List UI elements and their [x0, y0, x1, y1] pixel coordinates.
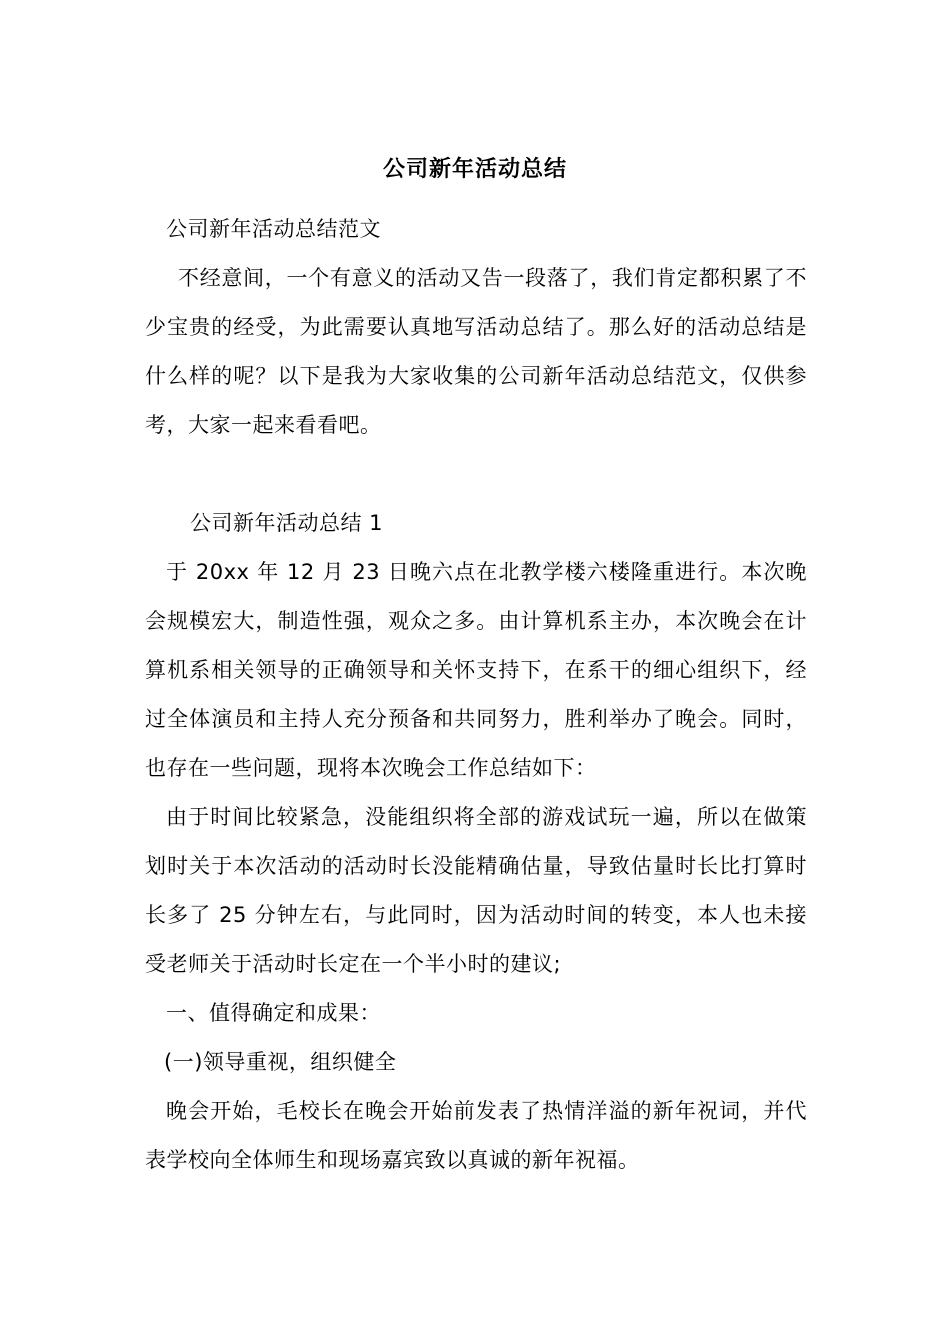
- section-heading: 公司新年活动总结 1: [190, 511, 384, 535]
- body-paragraph-2: 由于时间比较紧急，没能组织将全部的游戏试玩一遍，所以在做策划时关于本次活动的活动时长没能精确估量，导致估量时长比打算时长多了 25 分钟左右，与此同时，因为活动时间的转变，本人也未接受老师关于活动时长定在一个半小时的建议;: [145, 805, 807, 976]
- heading-one: 一、值得确定和成果：: [166, 1001, 381, 1025]
- intro-paragraph: 不经意间，一个有意义的活动又告一段落了，我们肯定都积累了不少宝贵的经受，为此需要认真地写活动总结了。那么好的活动总结是什么样的呢？以下是我为大家收集的公司新年活动总结范文，仅供参考，大家一起来看看吧。: [145, 266, 807, 437]
- heading-sub: (一)领导重视，组织健全: [164, 1050, 397, 1074]
- document-subtitle: 公司新年活动总结范文: [166, 217, 381, 241]
- blank-line: [145, 450, 807, 499]
- document-title: 公司新年活动总结: [382, 157, 567, 182]
- body-paragraph-3: 晚会开始，毛校长在晚会开始前发表了热情洋溢的新年祝词，并代表学校向全体师生和现场嘉宾致以真诚的新年祝福。: [145, 1099, 807, 1172]
- document-body: [145, 205, 807, 1185]
- body-paragraph-1: 于 20xx 年 12 月 23 日晚六点在北教学楼六楼隆重进行。本次晚会规模宏大，制造性强，观众之多。由计算机系主办，本次晚会在计算机系相关领导的正确领导和关怀支持下，在系干的细心组织下，经过全体演员和主持人充分预备和共同努力，胜利举办了晚会。同时，也存在一些问题，现将本次晚会工作总结如下：: [145, 560, 807, 780]
